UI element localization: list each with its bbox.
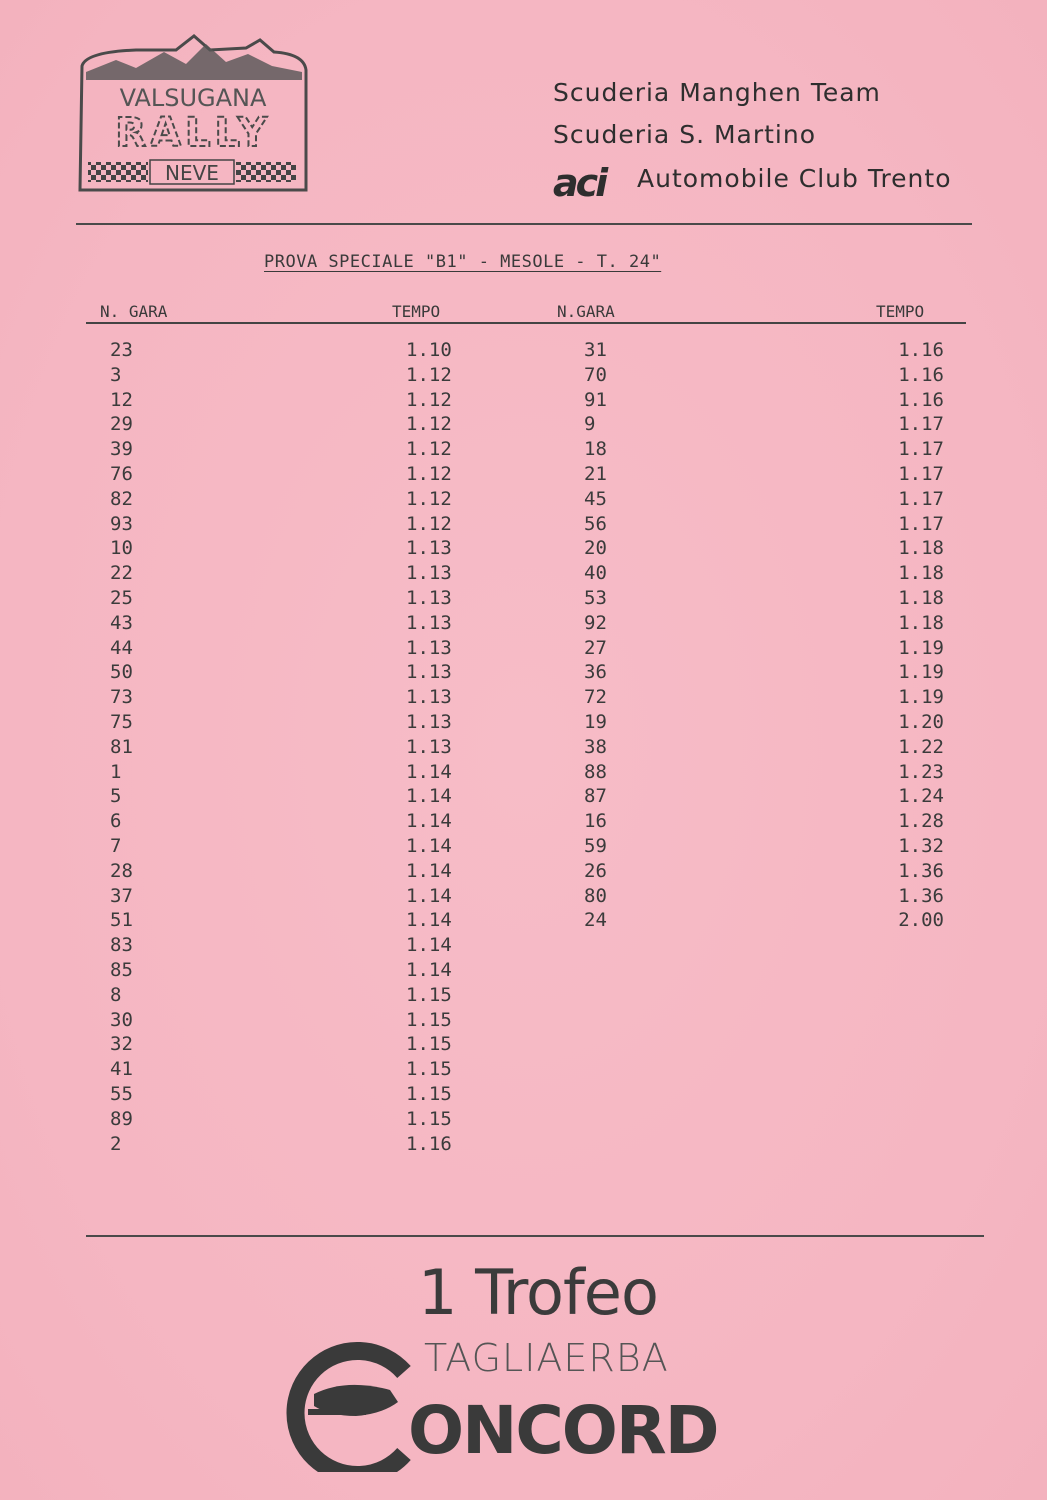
car-number: 50 bbox=[110, 661, 133, 684]
stage-time: 1.14 bbox=[406, 934, 452, 957]
stage-time: 1.12 bbox=[406, 363, 452, 386]
car-number: 75 bbox=[110, 710, 133, 733]
stage-time: 1.13 bbox=[406, 537, 452, 560]
stage-time: 1.16 bbox=[898, 363, 944, 386]
car-number: 5 bbox=[110, 785, 122, 808]
stage-time: 1.15 bbox=[406, 1008, 452, 1031]
car-number: 25 bbox=[110, 586, 133, 609]
stage-time: 1.12 bbox=[406, 438, 452, 461]
tagliaerba-text: TAGLIAERBA bbox=[424, 1336, 669, 1380]
car-number: 93 bbox=[110, 512, 133, 535]
stage-time: 1.17 bbox=[898, 487, 944, 510]
car-number: 2 bbox=[110, 1132, 122, 1155]
car-number: 3 bbox=[110, 363, 122, 386]
car-number: 82 bbox=[110, 487, 133, 510]
stage-time: 1.13 bbox=[406, 611, 452, 634]
stage-time: 1.28 bbox=[898, 810, 944, 833]
stage-time: 1.13 bbox=[406, 636, 452, 659]
right-time-column bbox=[870, 338, 944, 933]
car-number: 6 bbox=[110, 810, 122, 833]
stage-time: 1.19 bbox=[898, 686, 944, 709]
car-number: 37 bbox=[110, 884, 133, 907]
car-number: 45 bbox=[584, 487, 607, 510]
organizer-3: Automobile Club Trento bbox=[637, 164, 952, 193]
stage-time: 1.15 bbox=[406, 1082, 452, 1105]
stage-time: 1.13 bbox=[406, 735, 452, 758]
stage-time: 1.36 bbox=[898, 884, 944, 907]
car-number: 44 bbox=[110, 636, 133, 659]
car-number: 43 bbox=[110, 611, 133, 634]
car-number: 40 bbox=[584, 562, 607, 585]
header-right-time: TEMPO bbox=[876, 302, 925, 321]
car-number: 92 bbox=[584, 611, 607, 634]
left-number-column bbox=[110, 338, 190, 1156]
car-number: 41 bbox=[110, 1058, 133, 1081]
car-number: 30 bbox=[110, 1008, 133, 1031]
car-number: 36 bbox=[584, 661, 607, 684]
stage-time: 1.32 bbox=[898, 834, 944, 857]
stage-time: 1.20 bbox=[898, 710, 944, 733]
checkered-flag-right bbox=[236, 162, 296, 182]
car-number: 32 bbox=[110, 1033, 133, 1056]
stage-time: 1.14 bbox=[406, 834, 452, 857]
car-number: 55 bbox=[110, 1082, 133, 1105]
valsugana-rally-logo bbox=[76, 30, 310, 194]
car-number: 38 bbox=[584, 735, 607, 758]
logo-line2: RALLY bbox=[115, 110, 271, 156]
car-number: 88 bbox=[584, 760, 607, 783]
car-number: 70 bbox=[584, 363, 607, 386]
stage-time: 1.14 bbox=[406, 884, 452, 907]
car-number: 8 bbox=[110, 983, 122, 1006]
footer-divider bbox=[86, 1235, 984, 1237]
car-number: 23 bbox=[110, 339, 133, 361]
stage-time: 1.14 bbox=[406, 909, 452, 932]
header-left-time: TEMPO bbox=[392, 302, 441, 321]
stage-time: 1.18 bbox=[898, 611, 944, 634]
stage-time: 1.12 bbox=[406, 388, 452, 411]
table-header-rule bbox=[86, 322, 966, 324]
stage-time: 1.18 bbox=[898, 562, 944, 585]
stage-time: 1.14 bbox=[406, 785, 452, 808]
stage-time: 1.19 bbox=[898, 661, 944, 684]
logo-line1: VALSUGANA bbox=[119, 84, 267, 112]
stage-time: 1.12 bbox=[406, 512, 452, 535]
stage-time: 1.19 bbox=[898, 636, 944, 659]
stage-title: PROVA SPECIALE "B1" - MESOLE - T. 24" bbox=[264, 252, 662, 272]
stage-time: 1.14 bbox=[406, 859, 452, 882]
stage-time: 1.15 bbox=[406, 983, 452, 1006]
stage-time: 1.16 bbox=[406, 1132, 452, 1155]
stage-time: 1.16 bbox=[898, 339, 944, 361]
car-number: 53 bbox=[584, 586, 607, 609]
stage-time: 1.23 bbox=[898, 760, 944, 783]
organizers bbox=[553, 76, 993, 204]
car-number: 51 bbox=[110, 909, 133, 932]
header-divider bbox=[76, 223, 972, 225]
car-number: 10 bbox=[110, 537, 133, 560]
car-number: 83 bbox=[110, 934, 133, 957]
stage-time: 1.36 bbox=[898, 859, 944, 882]
stage-time: 1.22 bbox=[898, 735, 944, 758]
stage-time: 1.12 bbox=[406, 487, 452, 510]
stage-time: 1.13 bbox=[406, 562, 452, 585]
car-number: 20 bbox=[584, 537, 607, 560]
left-time-column bbox=[406, 338, 486, 1156]
car-number: 87 bbox=[584, 785, 607, 808]
stage-time: 1.14 bbox=[406, 958, 452, 981]
car-number: 31 bbox=[584, 339, 607, 361]
stage-time: 1.17 bbox=[898, 462, 944, 485]
header-left-number: N. GARA bbox=[100, 302, 168, 321]
stage-time: 1.18 bbox=[898, 586, 944, 609]
stage-time: 1.16 bbox=[898, 388, 944, 411]
stage-time: 1.13 bbox=[406, 710, 452, 733]
car-number: 91 bbox=[584, 388, 607, 411]
stage-time: 1.17 bbox=[898, 438, 944, 461]
car-number: 26 bbox=[584, 859, 607, 882]
logo-line3: NEVE bbox=[165, 161, 219, 185]
stage-time: 1.18 bbox=[898, 537, 944, 560]
car-number: 85 bbox=[110, 958, 133, 981]
car-number: 19 bbox=[584, 710, 607, 733]
aci-logo-text: aci bbox=[553, 164, 606, 202]
car-number: 89 bbox=[110, 1107, 133, 1130]
car-number: 16 bbox=[584, 810, 607, 833]
car-number: 12 bbox=[110, 388, 133, 411]
stage-time: 1.10 bbox=[406, 339, 452, 361]
stage-time: 1.13 bbox=[406, 586, 452, 609]
right-number-column bbox=[584, 338, 664, 933]
checkered-flag-left bbox=[88, 162, 148, 182]
car-number: 73 bbox=[110, 686, 133, 709]
car-number: 76 bbox=[110, 462, 133, 485]
car-number: 9 bbox=[584, 413, 596, 436]
header-right-number: N.GARA bbox=[557, 302, 615, 321]
car-number: 39 bbox=[110, 438, 133, 461]
stage-time: 1.15 bbox=[406, 1107, 452, 1130]
stage-time: 1.12 bbox=[406, 462, 452, 485]
eagle-icon bbox=[314, 1385, 398, 1416]
car-number: 72 bbox=[584, 686, 607, 709]
car-number: 22 bbox=[110, 562, 133, 585]
stage-time: 2.00 bbox=[898, 909, 944, 932]
car-number: 7 bbox=[110, 834, 122, 857]
stage-time: 1.17 bbox=[898, 413, 944, 436]
car-number: 21 bbox=[584, 462, 607, 485]
car-number: 1 bbox=[110, 760, 122, 783]
organizer-1: Scuderia Manghen Team bbox=[553, 78, 881, 107]
stage-time: 1.14 bbox=[406, 760, 452, 783]
stage-time: 1.15 bbox=[406, 1033, 452, 1056]
car-number: 27 bbox=[584, 636, 607, 659]
stage-time: 1.13 bbox=[406, 661, 452, 684]
car-number: 29 bbox=[110, 413, 133, 436]
organizer-2: Scuderia S. Martino bbox=[553, 120, 817, 149]
stage-time: 1.24 bbox=[898, 785, 944, 808]
car-number: 56 bbox=[584, 512, 607, 535]
stage-time: 1.13 bbox=[406, 686, 452, 709]
car-number: 24 bbox=[584, 909, 607, 932]
stage-time: 1.15 bbox=[406, 1058, 452, 1081]
car-number: 81 bbox=[110, 735, 133, 758]
concord-brand: ONCORD bbox=[408, 1392, 718, 1469]
car-number: 80 bbox=[584, 884, 607, 907]
car-number: 59 bbox=[584, 834, 607, 857]
stage-time: 1.14 bbox=[406, 810, 452, 833]
aci-logo bbox=[553, 164, 627, 202]
car-number: 28 bbox=[110, 859, 133, 882]
stage-time: 1.17 bbox=[898, 512, 944, 535]
trofeo-title: 1 Trofeo bbox=[418, 1256, 658, 1329]
stage-time: 1.12 bbox=[406, 413, 452, 436]
car-number: 18 bbox=[584, 438, 607, 461]
